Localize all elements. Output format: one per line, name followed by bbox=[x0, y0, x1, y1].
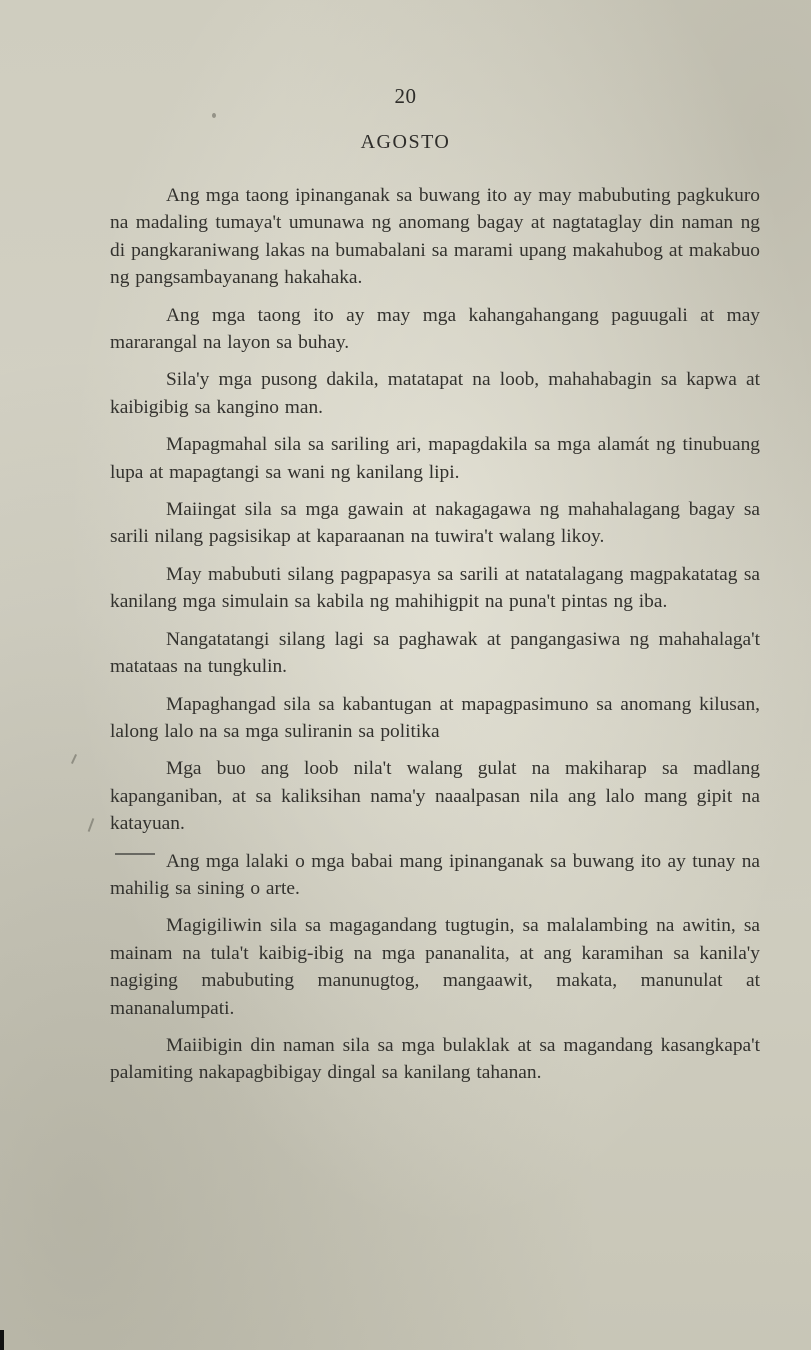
paragraph: Nangatatangi silang lagi sa paghawak at pangangasiwa ng mahahalaga't matataas na tungkulin. bbox=[110, 628, 760, 678]
paragraph: Mapagmahal sila sa sariling ari, mapagdakila sa mga alamát ng tinubuang lupa at mapagtangi sa wani ng kanilang lipi. bbox=[110, 434, 760, 483]
paragraph: Mga buo ang loob nila't walang gulat na makiharap sa madlang kapanganiban, at sa kaliksihan nama'y naaalpasan nila ang lalo mang gipit na katayuan. bbox=[110, 758, 760, 835]
paragraph: Maiingat sila sa mga gawain at nakagagawa ng mahahalagang bagay sa sarili nilang pagsisikap at kaparaanan na tuwira't walang likoy. bbox=[110, 499, 760, 548]
paragraph: Ang mga lalaki o mga babai mang ipinanganak sa buwang ito ay tunay na mahilig sa sining o arte. bbox=[110, 850, 760, 899]
paragraph: Ang mga taong ito ay may mga kahangahangang paguugali at may mararangal na layon sa buhay. bbox=[110, 304, 760, 354]
paragraph: May mabubuti silang pagpapasya sa sarili at natatalagang magpakatatag sa kanilang mga simulain sa kabila ng mahihigpit na puna't pintas ng iba. bbox=[110, 563, 760, 613]
paragraph: Maiibigin din naman sila sa mga bulaklak at sa magandang kasangkapa't palamiting nakapagbibigay dingal sa kanilang tahanan. bbox=[110, 1034, 760, 1084]
paragraph: Magigiliwin sila sa magagandang tugtugin, sa malalambing na awitin, sa mainam na tula't kaibig-ibig na mga pananalita, at ang karamihan sa kanila'y nagiging mabubuting manunugtog, mangaawit, makata, manunulat at mananalumpati. bbox=[110, 915, 760, 1019]
paragraph: Sila'y mga pusong dakila, matatapat na loob, mahahabagin sa kapwa at kaibigibig sa kangino man. bbox=[110, 369, 760, 418]
stray-speck bbox=[212, 113, 216, 118]
paragraph: Ang mga taong ipinanganak sa buwang ito ay may mabubuting pagkukuro na madaling tumaya't umunawa ng anomang bagay at nagtataglay din naman ng di pangkaraniwang lakas na bumabalani sa marami upang makahubog at makabuo ng pangsambayanang hakahaka. bbox=[110, 185, 760, 289]
page-number: 20 bbox=[394, 84, 417, 108]
margin-pencil-mark bbox=[115, 853, 155, 855]
stray-speck bbox=[88, 818, 95, 832]
scan-edge-mark bbox=[0, 1330, 4, 1350]
body-text bbox=[110, 182, 760, 1097]
chapter-title: AGOSTO bbox=[360, 131, 451, 153]
paragraph: Mapaghangad sila sa kabantugan at mapagpasimuno sa anomang kilusan, lalong lalo na sa mga suliranin sa politika bbox=[110, 693, 760, 742]
stray-speck bbox=[71, 754, 77, 764]
